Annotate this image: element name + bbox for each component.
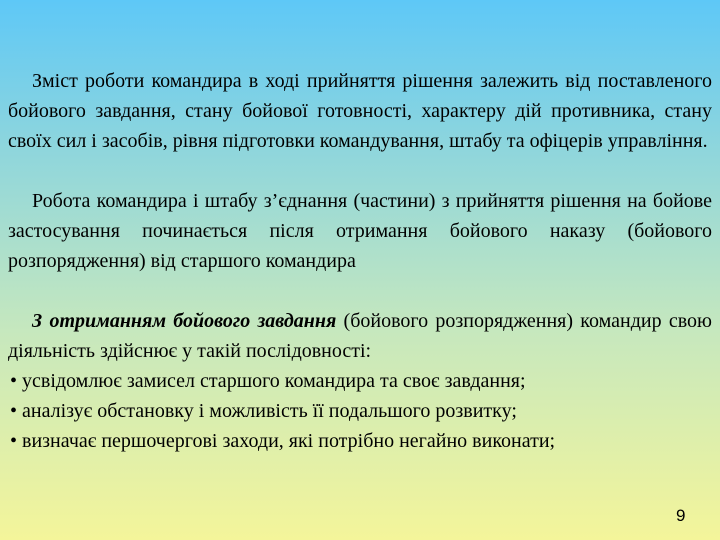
paragraph-sequence-intro bbox=[8, 306, 712, 366]
page-number: 9 bbox=[676, 506, 686, 525]
bullet-item bbox=[8, 426, 712, 456]
bullet-icon: • bbox=[10, 430, 18, 452]
bullet-text: усвідомлює замисел старшого командира та своє завдання; bbox=[22, 370, 526, 392]
bullet-item bbox=[8, 396, 712, 426]
bullet-item bbox=[8, 366, 712, 396]
bullet-text: визначає першочергові заходи, які потрібно негайно виконати; bbox=[22, 430, 556, 452]
slide-body bbox=[8, 66, 712, 456]
paragraph-gap bbox=[8, 156, 712, 186]
bullet-text: аналізує обстановку і можливість її подальшого розвитку; bbox=[22, 400, 517, 422]
paragraph-gap bbox=[8, 276, 712, 306]
bullet-icon: • bbox=[10, 370, 18, 392]
emphasized-lead-phrase: З отриманням бойового завдання bbox=[32, 310, 337, 332]
paragraph-decision-content: Зміст роботи командира в ході прийняття рішення залежить від поставленого бойового завдання, стану бойової готовності, характеру дій противника, стану своїх сил і засобів, рівня підготовки командування, штабу та офіцерів управління. bbox=[8, 70, 712, 152]
action-bullet-list bbox=[8, 366, 712, 456]
paragraph-sequence-rest: (бойового розпорядження) командир свою діяльність здійснює у такій послідовності: bbox=[8, 310, 712, 362]
paragraph-commander-staff-work: Робота командира і штабу з’єднання (частини) з прийняття рішення на бойове застосування починається після отримання бойового наказу (бойового розпорядження) від старшого командира bbox=[8, 190, 712, 272]
bullet-icon: • bbox=[10, 400, 18, 422]
